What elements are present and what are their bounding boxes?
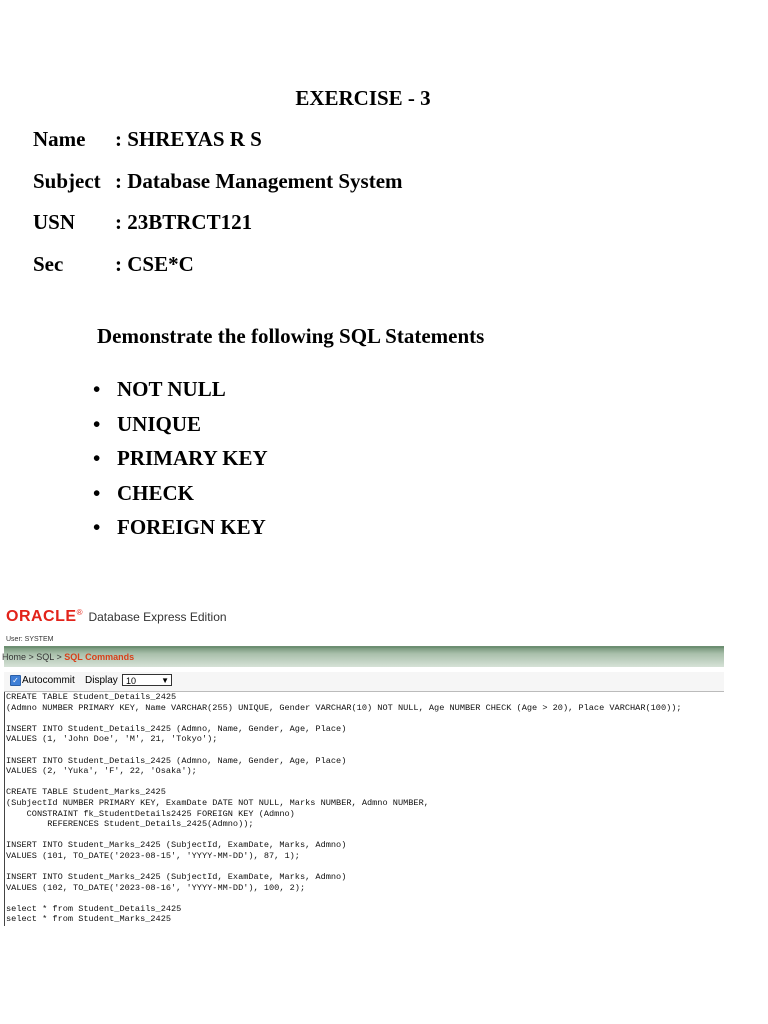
code-line: INSERT INTO Student_Details_2425 (Admno, Name, Gender, Age, Place): [6, 723, 347, 734]
code-line: VALUES (1, 'John Doe', 'M', 21, 'Tokyo');: [6, 734, 218, 745]
code-line: INSERT INTO Student_Marks_2425 (SubjectId, ExamDate, Marks, Admno): [6, 872, 347, 883]
code-line: INSERT INTO Student_Details_2425 (Admno, Name, Gender, Age, Place): [6, 755, 347, 766]
info-row-subject: [33, 169, 403, 194]
code-line: VALUES (2, 'Yuka', 'F', 22, 'Osaka');: [6, 766, 197, 777]
display-select[interactable]: 10 ▼: [122, 674, 172, 686]
list-item: • CHECK: [93, 480, 195, 505]
info-row-name: [33, 127, 262, 152]
code-line: (SubjectId NUMBER PRIMARY KEY, ExamDate DATE NOT NULL, Marks NUMBER, Admno NUMBER,: [6, 797, 429, 808]
user-label: User: SYSTEM: [6, 636, 54, 643]
sql-toolbar: [4, 672, 724, 692]
subject-label: Subject: [33, 169, 101, 193]
code-line: VALUES (102, TO_DATE('2023-08-16', 'YYYY-MM-DD'), 100, 2);: [6, 882, 306, 893]
subject-value: : Database Management System: [115, 169, 403, 193]
list-item: • FOREIGN KEY: [93, 515, 266, 539]
code-line: [5, 862, 725, 873]
chevron-down-icon: ▼: [161, 676, 169, 685]
code-line: INSERT INTO Student_Marks_2425 (SubjectId, ExamDate, Marks, Admno): [6, 840, 347, 851]
oracle-screenshot: [4, 604, 724, 926]
list-item: • PRIMARY KEY: [93, 446, 268, 470]
breadcrumb-bar: [4, 646, 724, 667]
code-line: VALUES (101, TO_DATE('2023-08-15', 'YYYY-MM-DD'), 87, 1);: [6, 850, 300, 861]
code-line: select * from Student_Details_2425: [6, 903, 182, 914]
code-line: [5, 830, 725, 841]
exercise-title: EXERCISE - 3: [295, 86, 431, 110]
info-row-sec: [33, 252, 194, 277]
code-line: [5, 713, 725, 724]
breadcrumb-home[interactable]: Home: [2, 652, 27, 662]
code-line: CREATE TABLE Student_Details_2425: [6, 692, 177, 702]
code-line: [5, 745, 725, 756]
usn-label: USN: [33, 210, 76, 234]
oracle-logo: ORACLE® Database Express Edition: [6, 608, 227, 625]
code-line: (Admno NUMBER PRIMARY KEY, Name VARCHAR(255) UNIQUE, Gender VARCHAR(10) NOT NULL, Age NUMBER CHECK (Age > 20), Place VARCHAR(100));: [6, 702, 682, 713]
sec-label: Sec: [33, 252, 64, 276]
breadcrumb-current: SQL Commands: [64, 652, 135, 662]
name-value: : SHREYAS R S: [115, 127, 262, 151]
code-line: select * from Student_Marks_2425: [6, 914, 172, 925]
display-label: Display: [85, 675, 118, 686]
code-line: [5, 777, 725, 788]
code-line: [5, 893, 725, 904]
usn-value: : 23BTRCT121: [115, 210, 253, 234]
list-item: • UNIQUE: [93, 411, 202, 436]
code-line: CREATE TABLE Student_Marks_2425: [6, 787, 166, 798]
list-item: • NOT NULL: [93, 377, 226, 401]
autocommit-checkbox[interactable]: ✓: [10, 675, 21, 686]
breadcrumb-sql[interactable]: SQL: [36, 652, 54, 662]
statement-list: [93, 372, 268, 545]
sql-editor[interactable]: [4, 692, 725, 926]
section-heading: Demonstrate the following SQL Statements: [97, 324, 485, 348]
sec-value: : CSE*C: [115, 252, 194, 276]
name-label: Name: [33, 127, 86, 151]
edition-label: Database Express Edition: [88, 610, 227, 624]
info-row-usn: [33, 210, 252, 235]
autocommit-label: Autocommit: [22, 675, 75, 686]
code-line: REFERENCES Student_Details_2425(Admno));: [6, 819, 254, 830]
code-line: CONSTRAINT fk_StudentDetails2425 FOREIGN KEY (Admno): [6, 808, 295, 819]
breadcrumb: Home > SQL > SQL Commands: [2, 652, 135, 662]
